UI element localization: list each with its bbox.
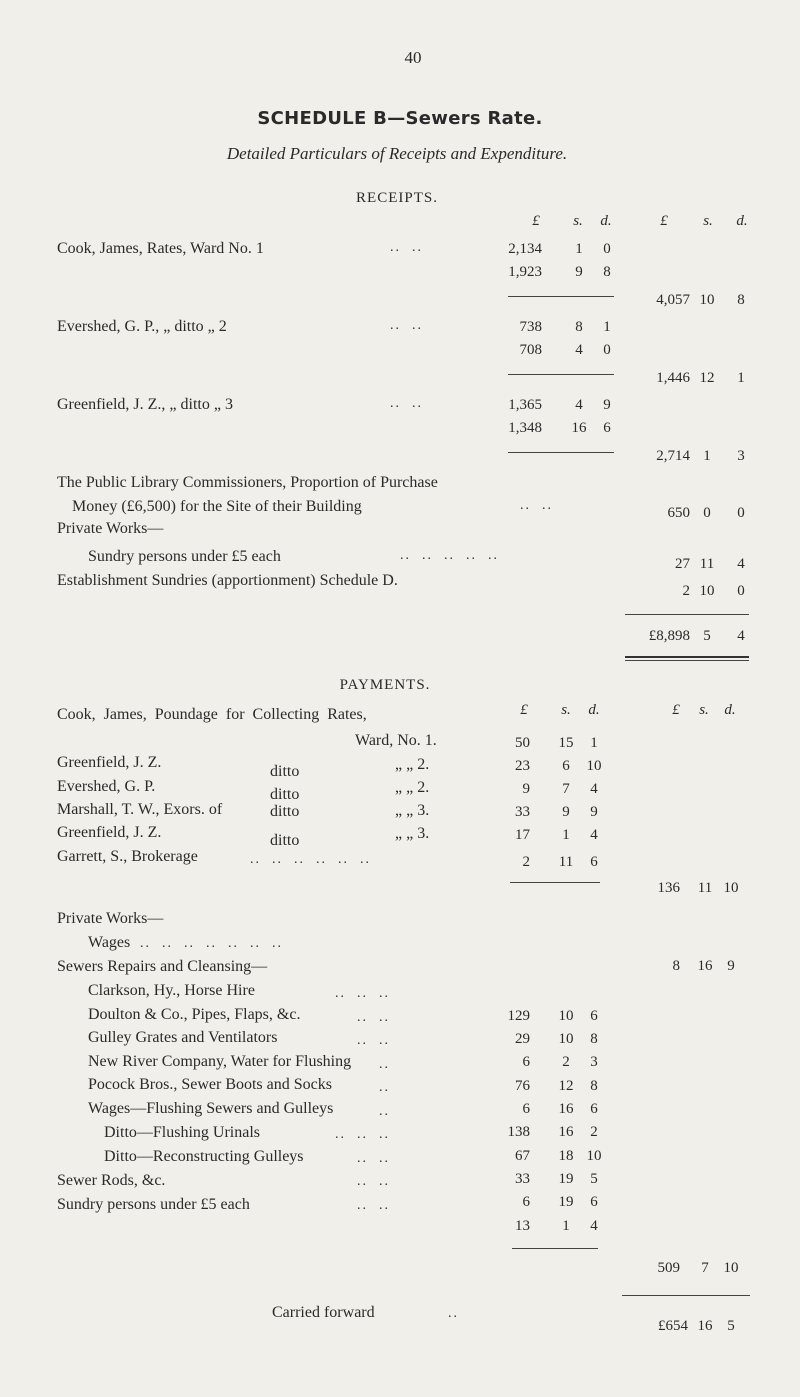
amount-pence: 4 bbox=[590, 1218, 598, 1234]
carried-forward-label: Carried forward bbox=[272, 1304, 375, 1321]
sundry-label: Sundry persons under £5 each bbox=[88, 548, 281, 565]
total-pence: 0 bbox=[737, 505, 745, 521]
list-item: Ditto—Reconstructing Gulleys bbox=[104, 1148, 304, 1165]
amount-pounds: 6 bbox=[522, 1101, 530, 1117]
total-pounds: 2,714 bbox=[656, 448, 690, 464]
total-pence: 0 bbox=[737, 583, 745, 599]
receipts-heading: RECEIPTS. bbox=[356, 190, 438, 206]
list-item: Wages—Flushing Sewers and Gulleys bbox=[88, 1100, 334, 1117]
grand-total-shillings: 5 bbox=[703, 628, 711, 644]
list-item: Sundry persons under £5 each bbox=[57, 1196, 250, 1213]
amount-shillings: 16 bbox=[558, 1101, 574, 1117]
amount-shillings: 9 bbox=[562, 804, 570, 820]
total-shillings: 10 bbox=[699, 583, 715, 599]
amount-pence: 1 bbox=[603, 319, 611, 335]
collector-name: Evershed, G. P. bbox=[57, 778, 156, 795]
total-pence: 4 bbox=[737, 556, 745, 572]
col-pence-1: d. bbox=[600, 213, 612, 229]
amount-shillings: 1 bbox=[562, 827, 570, 843]
library-line-1: The Public Library Commissioners, Proportion of Purchase bbox=[57, 474, 438, 491]
col-shillings-2: s. bbox=[703, 213, 713, 229]
grand-total-double-rule bbox=[625, 660, 749, 661]
collector-ditto: ditto bbox=[270, 832, 300, 849]
total-pounds: 27 bbox=[675, 556, 690, 572]
leader-dots: .. .. .. .. .. .. .. bbox=[140, 936, 283, 951]
amount-pounds: 50 bbox=[515, 735, 530, 751]
collector-name: Garrett, S., Brokerage bbox=[57, 848, 198, 865]
collector-ditto: ditto bbox=[270, 786, 300, 803]
leader-dots: .. .. bbox=[390, 318, 423, 333]
carried-total-pounds: £654 bbox=[658, 1318, 688, 1334]
amount-shillings: 9 bbox=[575, 264, 583, 280]
amount-shillings: 15 bbox=[558, 735, 574, 751]
amount-shillings: 12 bbox=[558, 1078, 574, 1094]
total-pounds: 8 bbox=[672, 958, 680, 974]
collector-name: Marshall, T. W., Exors. of bbox=[57, 801, 223, 818]
total-pounds: 4,057 bbox=[656, 292, 690, 308]
amount-pence: 3 bbox=[590, 1054, 598, 1070]
amount-shillings: 10 bbox=[558, 1031, 574, 1047]
receipt-label: Cook, James, Rates, Ward No. 1 bbox=[57, 240, 264, 257]
total-pence: 3 bbox=[737, 448, 745, 464]
total-shillings: 10 bbox=[699, 292, 715, 308]
collector-ward: „ „ 2. bbox=[395, 779, 430, 796]
list-item: Sewer Rods, &c. bbox=[57, 1172, 166, 1189]
private-works-heading: Private Works— bbox=[57, 910, 164, 927]
list-item: Clarkson, Hy., Horse Hire bbox=[88, 982, 255, 999]
amount-shillings: 16 bbox=[571, 420, 587, 436]
total-pounds: 2 bbox=[682, 583, 690, 599]
amount-pounds: 1,365 bbox=[508, 397, 542, 413]
leader-dots: .. .. bbox=[390, 396, 423, 411]
collector-ditto: ditto bbox=[270, 803, 300, 820]
amount-pounds: 2,134 bbox=[508, 241, 542, 257]
total-shillings: 16 bbox=[697, 958, 713, 974]
amount-pounds: 33 bbox=[515, 1171, 530, 1187]
leader-dots: .. .. bbox=[520, 498, 553, 513]
list-item: Doulton & Co., Pipes, Flaps, &c. bbox=[88, 1006, 301, 1023]
collector-ditto: ditto bbox=[270, 763, 300, 780]
poundage-ward: Ward, No. 1. bbox=[355, 732, 437, 749]
leader-dots: .. .. bbox=[390, 240, 423, 255]
total-pounds: 1,446 bbox=[656, 370, 690, 386]
subtotal-rule bbox=[508, 374, 614, 375]
amount-pounds: 9 bbox=[522, 781, 530, 797]
total-shillings: 1 bbox=[703, 448, 711, 464]
amount-pounds: 23 bbox=[515, 758, 530, 774]
amount-shillings: 11 bbox=[558, 854, 574, 870]
amount-pounds: 129 bbox=[507, 1008, 530, 1024]
amount-pence: 6 bbox=[590, 1008, 598, 1024]
amount-pence: 1 bbox=[590, 735, 598, 751]
receipt-label: Evershed, G. P., „ ditto „ 2 bbox=[57, 318, 227, 335]
amount-shillings: 6 bbox=[562, 758, 570, 774]
amount-shillings: 4 bbox=[575, 397, 583, 413]
total-pence: 8 bbox=[737, 292, 745, 308]
amount-pence: 8 bbox=[603, 264, 611, 280]
amount-pounds: 13 bbox=[515, 1218, 530, 1234]
leader-dots: .. .. .. .. .. .. .. .. .. .. .. .. .. .. .. .. .. .. .. bbox=[335, 986, 390, 1213]
col-pence-2: d. bbox=[724, 702, 736, 718]
amount-pence: 10 bbox=[586, 758, 602, 774]
amount-pence: 9 bbox=[603, 397, 611, 413]
amount-pence: 0 bbox=[603, 241, 611, 257]
sewers-heading: Sewers Repairs and Cleansing— bbox=[57, 958, 268, 975]
grand-total-rule bbox=[625, 614, 749, 615]
amount-pounds: 2 bbox=[522, 854, 530, 870]
total-pence: 10 bbox=[723, 880, 739, 896]
subtotal-rule bbox=[508, 452, 614, 453]
amount-shillings: 7 bbox=[562, 781, 570, 797]
amount-shillings: 1 bbox=[575, 241, 583, 257]
amount-pounds: 29 bbox=[515, 1031, 530, 1047]
private-works-heading: Private Works— bbox=[57, 520, 164, 537]
col-shillings-1: s. bbox=[561, 702, 571, 718]
list-item: Gulley Grates and Ventilators bbox=[88, 1029, 278, 1046]
page-subtitle: Detailed Particulars of Receipts and Expenditure. bbox=[226, 144, 568, 163]
amount-shillings: 19 bbox=[558, 1194, 574, 1210]
amount-shillings: 4 bbox=[575, 342, 583, 358]
amount-shillings: 8 bbox=[575, 319, 583, 335]
amount-pence: 5 bbox=[590, 1171, 598, 1187]
total-pence: 10 bbox=[723, 1260, 739, 1276]
col-pence-1: d. bbox=[588, 702, 600, 718]
collector-ward: „ „ 2. bbox=[395, 756, 430, 773]
amount-pence: 4 bbox=[590, 781, 598, 797]
grand-total-double-rule bbox=[625, 656, 749, 658]
col-pence-2: d. bbox=[736, 213, 748, 229]
amount-shillings: 18 bbox=[558, 1148, 574, 1164]
grand-total-pence: 4 bbox=[737, 628, 745, 644]
collector-name: Greenfield, J. Z. bbox=[57, 824, 162, 841]
leader-dots: .. .. .. .. .. bbox=[400, 548, 499, 563]
list-item: Ditto—Flushing Urinals bbox=[104, 1124, 261, 1141]
amount-pounds: 33 bbox=[515, 804, 530, 820]
carried-total-pence: 5 bbox=[727, 1318, 735, 1334]
amount-pence: 6 bbox=[603, 420, 611, 436]
total-shillings: 11 bbox=[697, 880, 713, 896]
amount-pounds: 738 bbox=[519, 319, 542, 335]
amount-pence: 6 bbox=[590, 1101, 598, 1117]
amount-pounds: 1,923 bbox=[508, 264, 542, 280]
subtotal-rule bbox=[510, 882, 600, 883]
total-shillings: 7 bbox=[701, 1260, 709, 1276]
amount-pounds: 6 bbox=[522, 1194, 530, 1210]
col-pounds-2: £ bbox=[660, 213, 668, 229]
total-pounds: 650 bbox=[667, 505, 690, 521]
poundage-label: Cook, James, Poundage for Collecting Rates, bbox=[57, 706, 367, 723]
total-pence: 9 bbox=[727, 958, 735, 974]
list-item: New River Company, Water for Flushing bbox=[88, 1053, 352, 1070]
amount-pounds: 6 bbox=[522, 1054, 530, 1070]
library-line-2: Money (£6,500) for the Site of their Building bbox=[72, 498, 362, 515]
amount-pounds: 708 bbox=[519, 342, 542, 358]
collector-name: Greenfield, J. Z. bbox=[57, 754, 162, 771]
payments-heading: PAYMENTS. bbox=[339, 677, 431, 693]
total-pounds: 136 bbox=[657, 880, 680, 896]
subtotal-rule bbox=[508, 296, 614, 297]
total-pence: 1 bbox=[737, 370, 745, 386]
col-pounds-1: £ bbox=[520, 702, 528, 718]
leader-dots: .. .. .. .. .. .. bbox=[250, 852, 371, 867]
wages-label: Wages bbox=[88, 934, 131, 951]
subtotal-rule bbox=[512, 1248, 598, 1249]
amount-pence: 10 bbox=[586, 1148, 602, 1164]
amount-shillings: 2 bbox=[562, 1054, 570, 1070]
total-pounds: 509 bbox=[657, 1260, 680, 1276]
collector-ward: „ „ 3. bbox=[395, 825, 430, 842]
amount-pence: 2 bbox=[590, 1124, 598, 1140]
total-shillings: 12 bbox=[699, 370, 715, 386]
page-title: SCHEDULE B—Sewers Rate. bbox=[257, 108, 543, 129]
amount-pounds: 138 bbox=[507, 1124, 530, 1140]
list-item: Pocock Bros., Sewer Boots and Socks bbox=[88, 1076, 332, 1093]
page-number: 40 bbox=[404, 48, 422, 67]
amount-pence: 4 bbox=[590, 827, 598, 843]
carried-total-shillings: 16 bbox=[697, 1318, 713, 1334]
amount-pence: 8 bbox=[590, 1078, 598, 1094]
receipt-label: Greenfield, J. Z., „ ditto „ 3 bbox=[57, 396, 233, 413]
amount-pence: 0 bbox=[603, 342, 611, 358]
grand-total-pounds: £8,898 bbox=[648, 628, 690, 644]
total-shillings: 11 bbox=[699, 556, 715, 572]
col-shillings-1: s. bbox=[573, 213, 583, 229]
establishment-label: Establishment Sundries (apportionment) Schedule D. bbox=[57, 572, 398, 589]
total-shillings: 0 bbox=[703, 505, 711, 521]
amount-pounds: 67 bbox=[515, 1148, 530, 1164]
amount-shillings: 16 bbox=[558, 1124, 574, 1140]
col-pounds-1: £ bbox=[532, 213, 540, 229]
leader-dots: .. bbox=[448, 1306, 459, 1321]
amount-pounds: 1,348 bbox=[508, 420, 542, 436]
collector-ward: „ „ 3. bbox=[395, 802, 430, 819]
carried-rule bbox=[622, 1295, 750, 1296]
col-shillings-2: s. bbox=[699, 702, 709, 718]
amount-pence: 6 bbox=[590, 1194, 598, 1210]
amount-shillings: 19 bbox=[558, 1171, 574, 1187]
amount-pence: 6 bbox=[590, 854, 598, 870]
amount-pounds: 17 bbox=[515, 827, 530, 843]
amount-pounds: 76 bbox=[515, 1078, 530, 1094]
amount-pence: 9 bbox=[590, 804, 598, 820]
amount-shillings: 1 bbox=[562, 1218, 570, 1234]
col-pounds-2: £ bbox=[672, 702, 680, 718]
amount-pence: 8 bbox=[590, 1031, 598, 1047]
amount-shillings: 10 bbox=[558, 1008, 574, 1024]
